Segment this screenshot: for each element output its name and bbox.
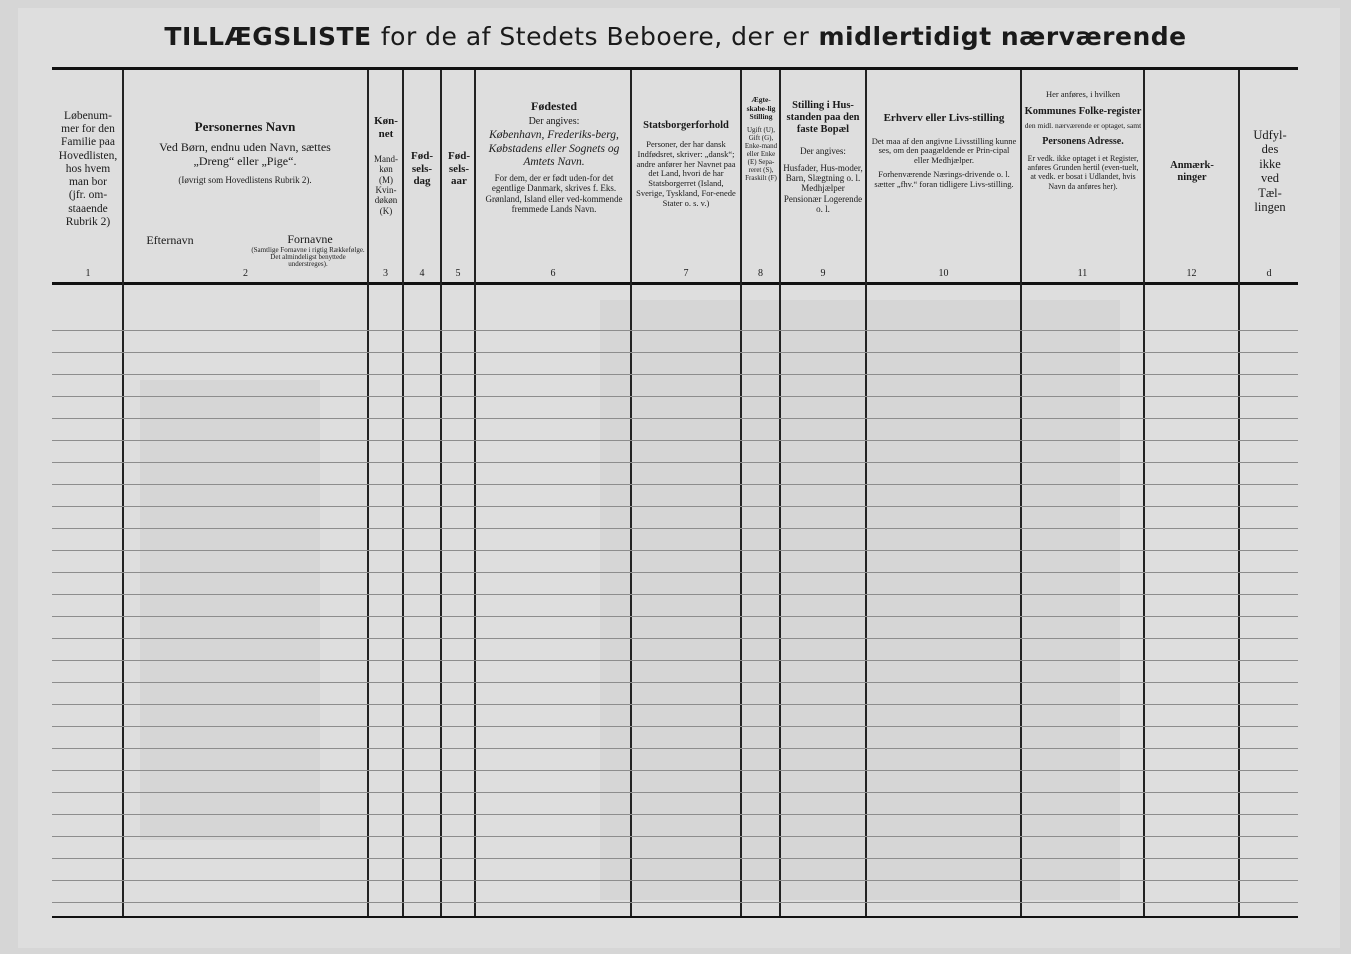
- col8-header: [743, 96, 779, 182]
- col9-sub: Der angives:: [800, 146, 846, 157]
- col10-header: [871, 112, 1017, 189]
- col2-sub-note: (Samtlige Fornavne i rigtig Rækkefølge. Det almindeligst benyttede understreges).: [251, 246, 365, 268]
- row-line: [52, 814, 1298, 815]
- col-divider: [630, 70, 632, 916]
- col-number: 1: [85, 268, 91, 279]
- col6-header: [480, 100, 628, 214]
- col2-header: [126, 120, 364, 185]
- col3-line: Kvin-: [375, 185, 397, 196]
- row-line: [52, 550, 1298, 551]
- col1-line: Rubrik 2): [65, 215, 111, 228]
- col2-line3: (Iøvrigt som Hovedlistens Rubrik 2).: [178, 174, 312, 185]
- col1-line: Hovedlisten,: [58, 149, 118, 162]
- col-number: 8: [758, 268, 763, 279]
- col6-rest: For dem, der er født uden-for det egentlige Danmark, skrives f. Eks. Grønland, Island eller ved-kommende fremmede Lands Navn.: [485, 172, 623, 214]
- row-line: [52, 682, 1298, 683]
- col3-heading: Køn-net: [374, 115, 398, 140]
- row-line: [52, 396, 1298, 397]
- col-divider: [440, 70, 442, 916]
- col2-line1: Ved Børn, endnu uden Navn, sættes: [159, 139, 331, 154]
- col12-heading: Anmærk-ninger: [1170, 160, 1214, 184]
- row-line: [52, 770, 1298, 771]
- top-border: [52, 67, 1298, 70]
- col10-heading: Erhverv eller Livs-stilling: [883, 112, 1005, 124]
- col1-line: mer for den: [61, 123, 115, 136]
- row-line: [52, 638, 1298, 639]
- col1-line: Familie paa: [61, 136, 115, 149]
- col11-header: [1024, 90, 1142, 191]
- col1-line: staaende: [68, 202, 108, 215]
- row-line: [52, 902, 1298, 903]
- row-line: [52, 704, 1298, 705]
- col10-text2: Forhenværende Nærings-drivende o. l. sætter „fhv.“ foran tidligere Livs-stilling.: [874, 168, 1014, 189]
- bottom-border: [52, 916, 1298, 918]
- row-line: [52, 330, 1298, 331]
- col-number: 3: [383, 268, 388, 279]
- row-line: [52, 374, 1298, 375]
- col6-sub: Der angives:: [528, 115, 580, 127]
- col11-pre: Her anføres, i hvilken: [1045, 89, 1121, 99]
- row-line: [52, 440, 1298, 441]
- col-number: 6: [550, 268, 556, 279]
- col3-line: (M): [379, 174, 393, 185]
- col4-heading: Fød-sels-dag: [411, 150, 433, 188]
- col2-line2: „Dreng“ eller „Pige“.: [193, 153, 297, 168]
- cold-line: des: [1261, 142, 1279, 157]
- col8-text: Ugift (U), Gift (G), Enke-mand eller Enke (E) Sepa-reret (S), Fraskilt (F): [744, 125, 778, 183]
- cold-line: Udfyl-: [1253, 128, 1287, 142]
- row-line: [52, 858, 1298, 859]
- col3-line: døkøn: [374, 195, 398, 206]
- header-divider: [52, 282, 1298, 285]
- col9-text: Husfader, Hus-moder, Barn, Slægtning o. l. Medhjælper Pensionær Logerende o. l.: [783, 162, 863, 214]
- col-number: 7: [683, 268, 689, 279]
- col8-heading: Ægte-skabe-lig Stilling: [746, 95, 776, 122]
- row-line: [52, 352, 1298, 353]
- col-divider: [1238, 70, 1240, 916]
- col6-heading: Fødested: [531, 99, 577, 113]
- col9-heading: Stilling i Hus-standen paa den faste Bopæl: [786, 100, 860, 136]
- col11-heading: Kommunes Folke-register: [1024, 105, 1142, 117]
- row-line: [52, 836, 1298, 837]
- col-divider: [122, 70, 124, 916]
- col-divider: [1020, 70, 1022, 916]
- col-number: 9: [820, 268, 826, 279]
- col-divider: [1143, 70, 1145, 916]
- col-divider: [474, 70, 476, 916]
- col11-heading2: Personens Adresse.: [1042, 136, 1124, 148]
- cold-header: [1242, 128, 1298, 214]
- cold-line: Tæl-: [1258, 185, 1282, 200]
- col7-header: [634, 120, 738, 208]
- col9-header: [783, 100, 863, 214]
- col2-heading: Personernes Navn: [194, 119, 296, 134]
- row-line: [52, 792, 1298, 793]
- col3-line: køn: [379, 164, 393, 175]
- col-divider: [779, 70, 781, 916]
- row-line: [52, 616, 1298, 617]
- col6-italic: København, Frederiks-berg, Købstadens eller Sognets og Amtets Navn.: [488, 129, 620, 168]
- row-line: [52, 528, 1298, 529]
- col-number: 2: [243, 268, 248, 279]
- col7-heading: Statsborgerforhold: [643, 120, 729, 131]
- row-line: [52, 484, 1298, 485]
- col-number: 11: [1077, 268, 1088, 279]
- row-line: [52, 572, 1298, 573]
- col-number: 4: [419, 268, 425, 279]
- bleed-through: [600, 300, 1120, 900]
- col3-line: Mand-: [374, 154, 398, 164]
- col-number: 10: [938, 268, 949, 279]
- title-part2: for de af Stedets Beboere, der er: [380, 22, 810, 51]
- col-divider: [740, 70, 742, 916]
- col5-heading: Fød-sels-aar: [448, 150, 470, 188]
- col3-body: [369, 154, 403, 216]
- cold-line: lingen: [1254, 199, 1286, 214]
- row-line: [52, 418, 1298, 419]
- col2-sub-right: Fornavne: [287, 232, 333, 246]
- col11-text2: Er vedk. ikke optaget i et Register, anføres Grunden hertil (even-tuelt, at vedk. er bosat i Udlandet, hvis Navn da anføres her).: [1027, 153, 1139, 191]
- cold-line: ikke: [1259, 156, 1281, 171]
- col1-line: (jfr. om-: [68, 189, 108, 202]
- col1-line: hos hvem: [65, 162, 111, 175]
- row-line: [52, 594, 1298, 595]
- col1-line: man bor: [68, 176, 107, 189]
- title-part1: TILLÆGSLISTE: [164, 22, 372, 51]
- col-divider: [865, 70, 867, 916]
- col10-text1: Det maa af den angivne Livsstilling kunne ses, om den paagældende er Prin-cipal eller Medhjælper.: [871, 135, 1017, 166]
- row-line: [52, 462, 1298, 463]
- col11-text1: den midl. nærværende er optaget, samt: [1024, 120, 1142, 130]
- col-number: 12: [1186, 268, 1197, 279]
- col1-header: [54, 110, 122, 229]
- col2-sub-left: Efternavn: [146, 233, 194, 247]
- col-number: 5: [455, 268, 461, 279]
- row-line: [52, 880, 1298, 881]
- cold-line: ved: [1260, 171, 1280, 186]
- col3-line: (K): [379, 205, 393, 216]
- page-title: [0, 22, 1351, 51]
- row-line: [52, 726, 1298, 727]
- row-line: [52, 660, 1298, 661]
- bleed-through: [140, 380, 320, 840]
- row-line: [52, 506, 1298, 507]
- row-line: [52, 748, 1298, 749]
- col7-text: Personer, der har dansk Indfødsret, skriver: „dansk“; andre anfører her Navnet paa det Land, hvori de har Statsborgerret (Island, Sverige, Tyskland, For-enede Stater o. s. v.): [636, 139, 736, 208]
- col-number: d: [1266, 268, 1272, 279]
- col1-line: Løbenum-: [64, 110, 112, 122]
- title-part3: midlertidigt nærværende: [818, 22, 1187, 51]
